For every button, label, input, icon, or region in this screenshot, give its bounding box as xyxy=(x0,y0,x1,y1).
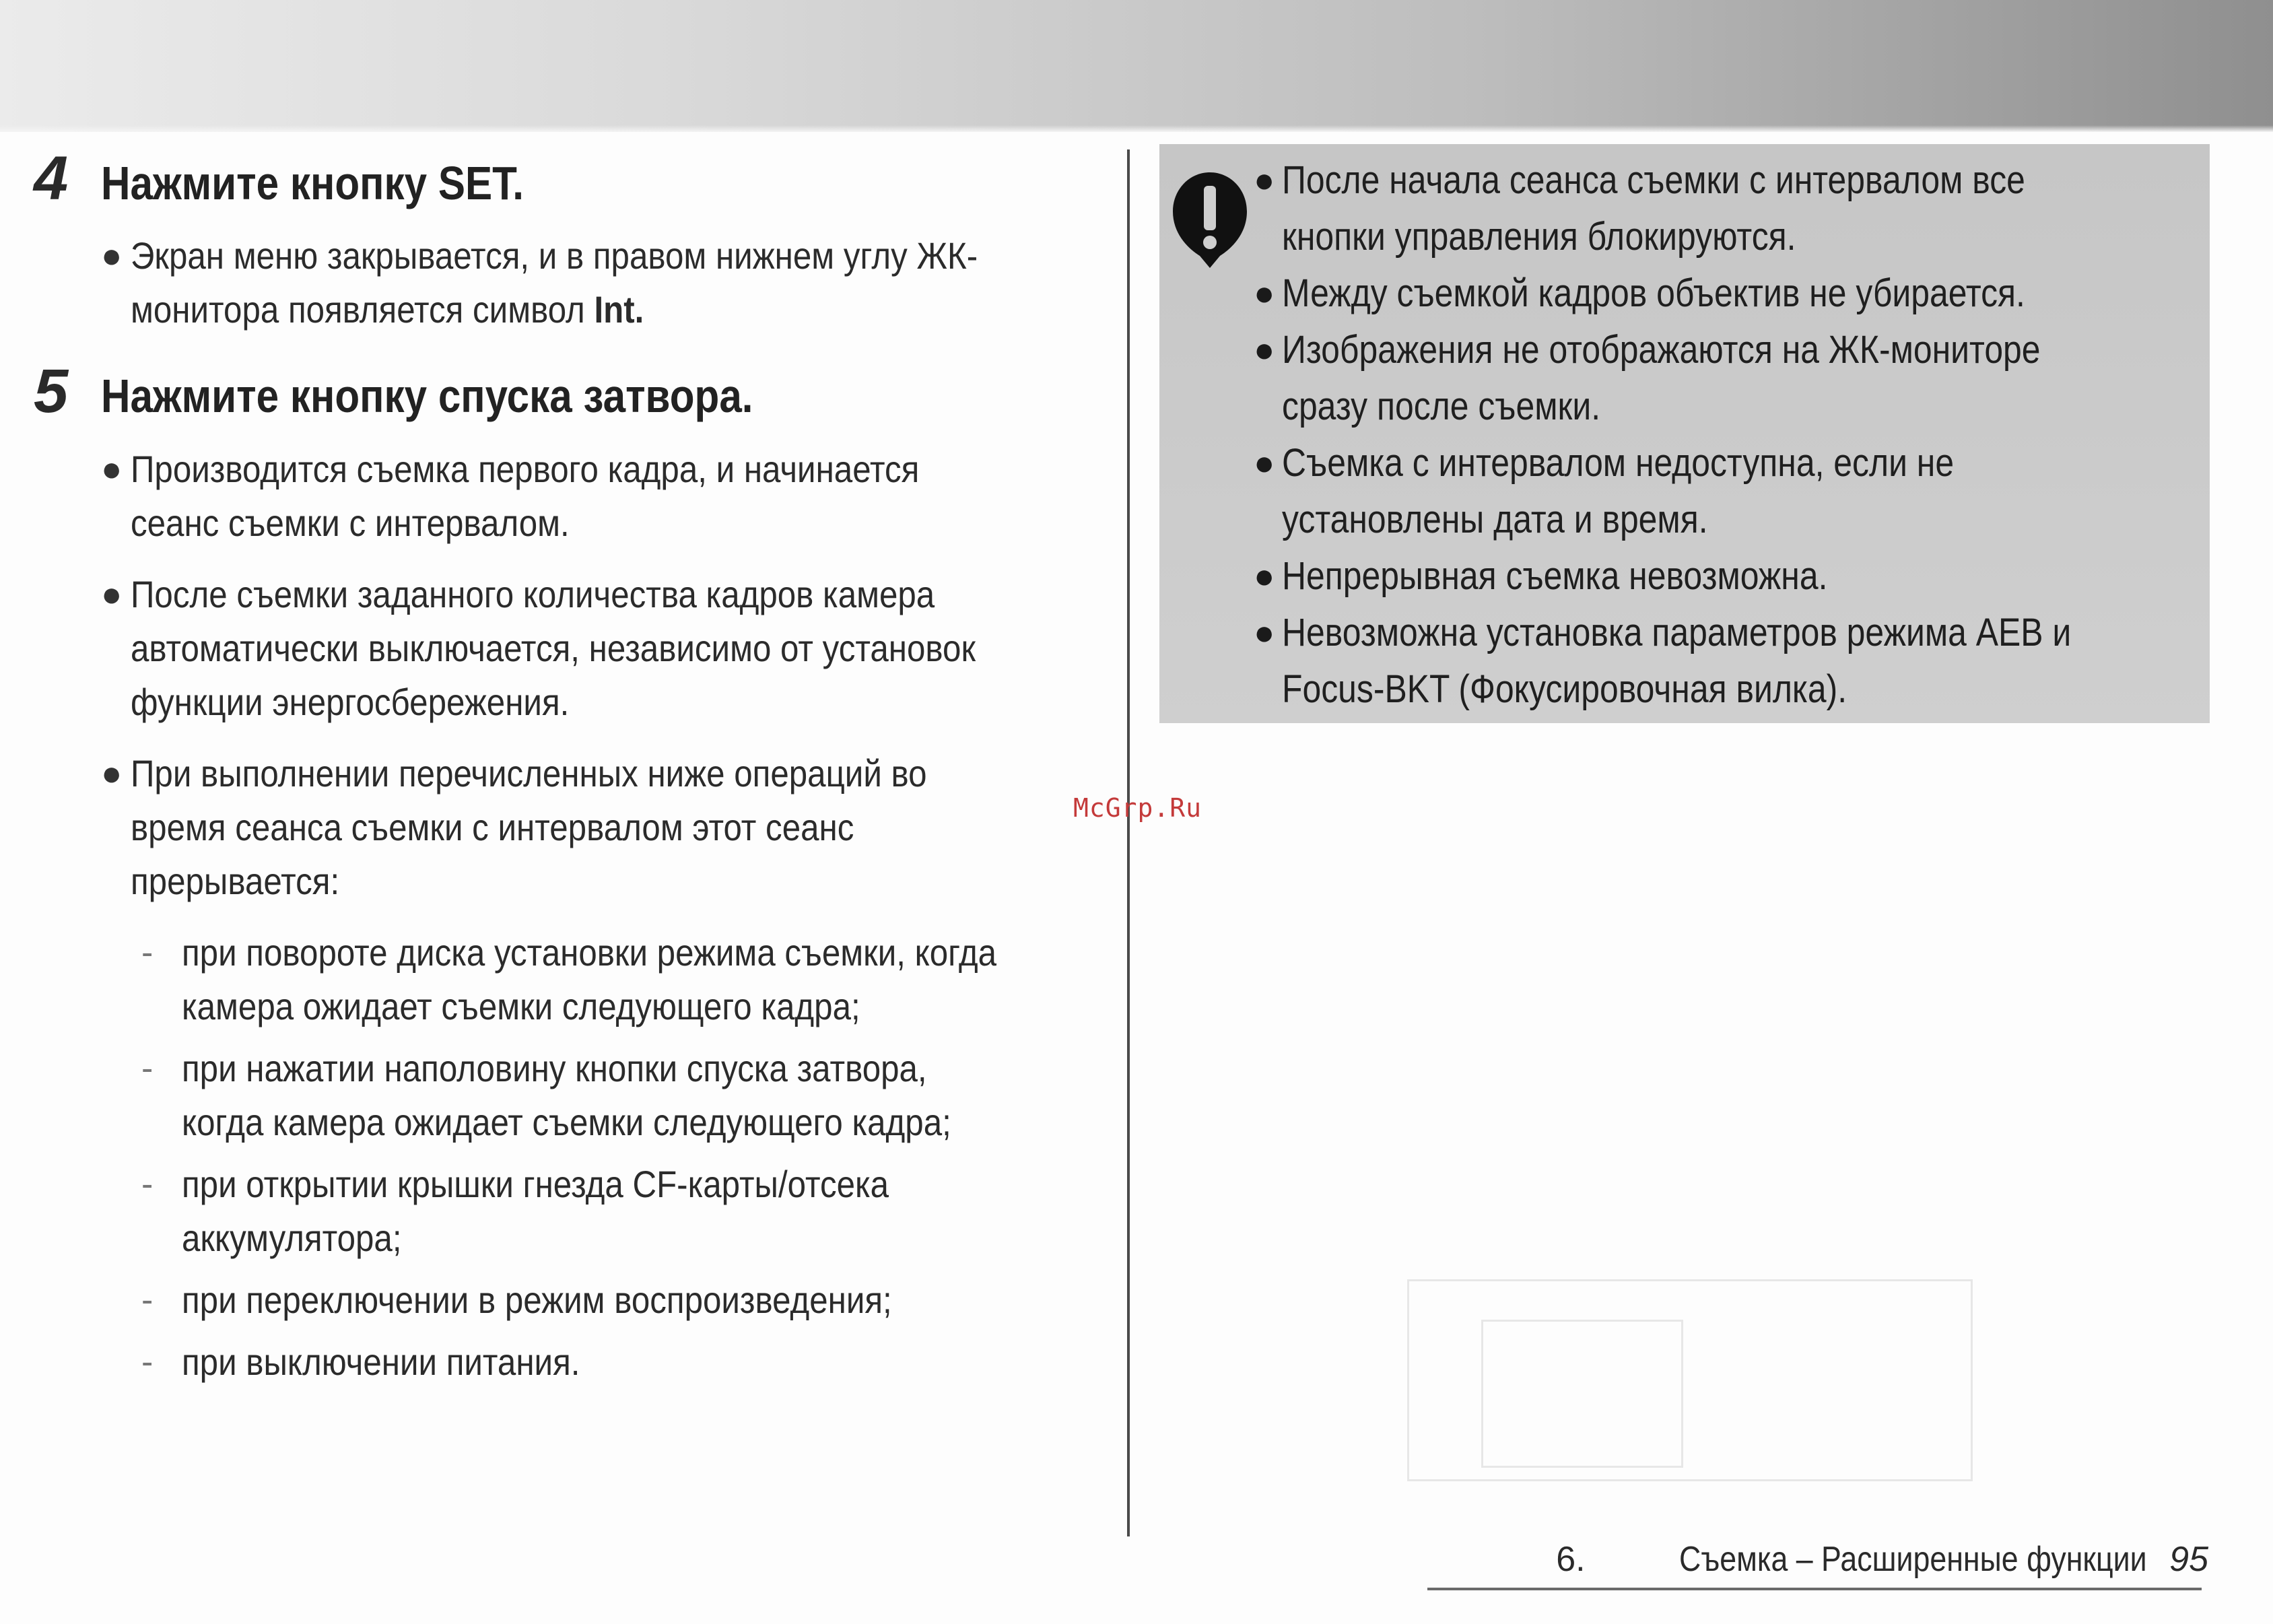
column-divider xyxy=(1127,149,1130,1536)
bullet-icon: ● xyxy=(1254,274,1275,313)
dash-icon: - xyxy=(141,1048,154,1088)
bullet-icon: ● xyxy=(1254,557,1275,596)
left-column xyxy=(34,132,1111,1397)
list-item xyxy=(1254,605,2210,718)
bleed-through-frame xyxy=(1481,1320,1683,1468)
caution-text: Съемка с интервалом недоступна, если не установлены дата и время. xyxy=(1282,441,1955,541)
page-number: 95 xyxy=(2169,1540,2208,1579)
bullet-icon: ● xyxy=(101,449,123,489)
bullet-icon: ● xyxy=(1254,331,1275,370)
dash-text: при нажатии наполовину кнопки спуска затвора, когда камера ожидает съемки следующего кадра; xyxy=(182,1046,951,1143)
bullet-icon: ● xyxy=(1254,444,1275,483)
list-item xyxy=(141,1042,1111,1149)
list-item xyxy=(1254,322,2210,435)
list-item xyxy=(141,1335,1111,1389)
dash-icon: - xyxy=(141,933,154,972)
caution-box xyxy=(1159,144,2210,723)
caution-exclamation-icon xyxy=(1170,170,1250,271)
interrupt-conditions-list xyxy=(141,926,1111,1389)
caution-text: После начала сеанса съемки с интервалом все кнопки управления блокируются. xyxy=(1282,158,2025,259)
list-item xyxy=(101,229,1111,337)
bullet-text xyxy=(131,229,993,337)
bullet-text: Производится съемка первого кадра, и начинается сеанс съемки с интервалом. xyxy=(131,447,920,544)
list-item xyxy=(101,442,1111,550)
list-item xyxy=(1254,548,2210,605)
step-4-heading xyxy=(34,141,1111,215)
list-item xyxy=(1254,435,2210,548)
dash-icon: - xyxy=(141,1342,154,1382)
bullet-text: После съемки заданного количества кадров камера автоматически выключается, независимо от установок функции энергосбережения. xyxy=(131,572,976,723)
bullet-text: При выполнении перечисленных ниже операций во время сеанса съемки с интервалом этот сеанс прерывается: xyxy=(131,751,927,902)
bullet-icon: ● xyxy=(1254,613,1275,652)
header-gradient-band xyxy=(0,0,2273,132)
dash-icon: - xyxy=(141,1164,154,1204)
dash-text: при выключении питания. xyxy=(182,1340,580,1383)
list-item xyxy=(141,1273,1111,1327)
int-symbol-label: Int. xyxy=(594,288,644,331)
bullet-icon: ● xyxy=(1254,161,1275,200)
list-item xyxy=(101,747,1111,908)
footer-section-title: Съемка – Расширенные функции xyxy=(1678,1540,2147,1579)
caution-text: Непрерывная съемка невозможна. xyxy=(1282,554,1828,598)
step-title: Нажмите кнопку SET. xyxy=(101,157,524,209)
step-number: 5 xyxy=(34,357,69,426)
dash-text: при повороте диска установки режима съемки, когда камера ожидает съемки следующего кадра; xyxy=(182,931,997,1027)
bullet-icon: ● xyxy=(101,753,123,793)
watermark-link[interactable]: McGrp.Ru xyxy=(1073,793,1202,823)
caution-text: Невозможна установка параметров режима AEB и Focus-BKT (Фокусировочная вилка). xyxy=(1282,611,2072,711)
caution-text: Между съемкой кадров объектив не убирается. xyxy=(1282,271,2025,315)
list-item xyxy=(141,1157,1111,1265)
page-footer xyxy=(1556,1539,2208,1580)
bullet-text-body: Экран меню закрывается, и в правом нижнем углу ЖК-монитора появляется символ xyxy=(131,234,978,331)
step-5-bullets xyxy=(101,442,1111,908)
dash-icon: - xyxy=(141,1280,154,1320)
step-5-heading xyxy=(34,354,1111,428)
list-item xyxy=(141,926,1111,1034)
bullet-icon: ● xyxy=(101,236,123,276)
footer-rule xyxy=(1427,1588,2202,1590)
list-item xyxy=(1254,152,2210,265)
caution-text: Изображения не отображаются на ЖК-мониторе сразу после съемки. xyxy=(1282,328,2041,428)
bullet-icon: ● xyxy=(101,574,123,614)
step-number: 4 xyxy=(34,144,69,213)
list-item xyxy=(1254,265,2210,322)
step-title: Нажмите кнопку спуска затвора. xyxy=(101,370,753,423)
footer-section-number: 6. xyxy=(1556,1540,1586,1579)
dash-text: при открытии крышки гнезда CF-карты/отсека аккумулятора; xyxy=(182,1162,889,1259)
list-item xyxy=(101,568,1111,729)
caution-list xyxy=(1254,152,2210,718)
step-4-bullets xyxy=(101,229,1111,337)
dash-text: при переключении в режим воспроизведения; xyxy=(182,1278,892,1321)
